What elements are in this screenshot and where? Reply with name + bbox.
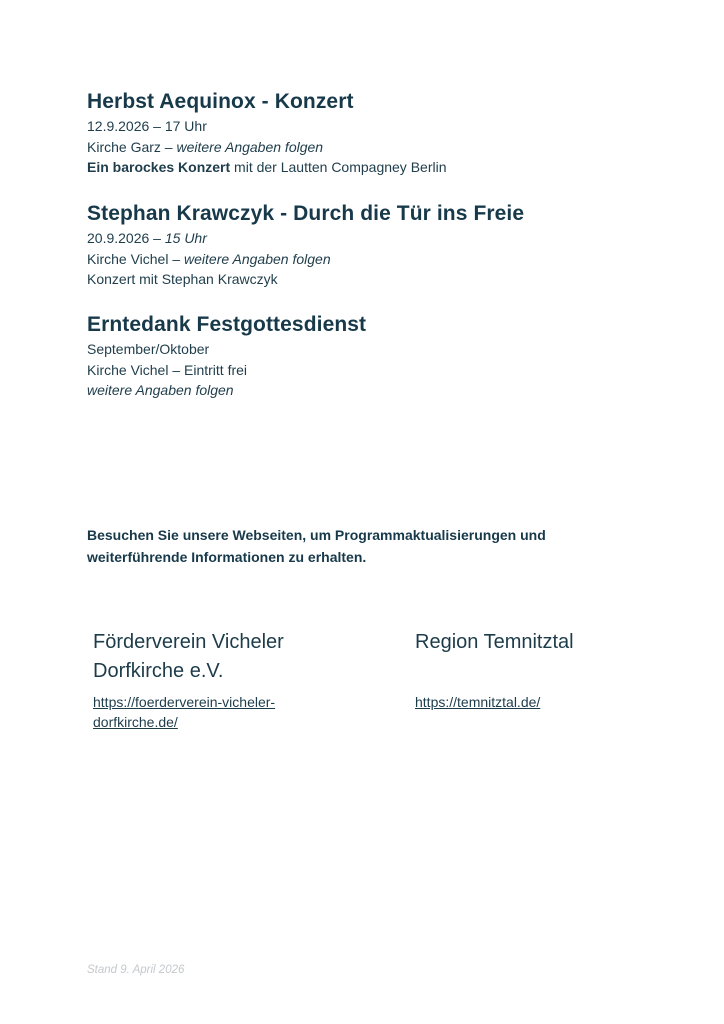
event-date: September/Oktober [87, 341, 210, 357]
org-region-temnitztal [415, 628, 665, 712]
event-herbst-aequinox [87, 88, 687, 178]
event-title: Erntedank Festgottesdienst [87, 313, 367, 336]
event-stephan-krawczyk [87, 200, 687, 290]
event-description: Konzert mit Stephan Krawczyk [87, 271, 278, 287]
event-description-bold: Ein barockes Konzert [87, 159, 231, 175]
website-notice: Besuchen Sie unsere Webseiten, um Programmaktualisierungen und weiterführende Informationen zu erhalten. [87, 527, 546, 565]
event-title: Stephan Krawczyk - Durch die Tür ins Freie [87, 202, 525, 225]
event-date-text: 20.9.2026 – [87, 230, 165, 246]
event-location [87, 137, 687, 158]
event-location [87, 249, 687, 270]
event-date: 12.9.2026 – 17 Uhr [87, 118, 207, 134]
org-link[interactable]: https://temnitztal.de/ [415, 694, 541, 710]
event-date [87, 228, 687, 249]
org-foerderverein [93, 628, 363, 732]
footer-date: Stand 9. April 2026 [87, 964, 185, 976]
event-note [87, 380, 687, 401]
org-name: Region Temnitztal [415, 631, 574, 653]
event-description [87, 157, 687, 178]
event-location: Kirche Vichel – Eintritt frei [87, 361, 248, 378]
event-note-text: weitere Angaben folgen [87, 382, 234, 398]
event-location-text: Kirche Garz – [87, 138, 177, 155]
event-location-note: weitere Angaben folgen [184, 250, 331, 267]
event-location-text: Kirche Vichel – [87, 250, 185, 267]
event-erntedank [87, 311, 687, 401]
event-title: Herbst Aequinox - Konzert [87, 90, 354, 113]
org-link[interactable]: https://foerderverein-vicheler-dorfkirche.de/ [93, 694, 276, 730]
org-name: Förderverein Vicheler Dorfkirche e.V. [93, 631, 284, 682]
event-time: 15 Uhr [164, 230, 207, 246]
event-description-rest: mit der Lautten Compagney Berlin [230, 159, 447, 175]
event-location-note: weitere Angaben folgen [176, 138, 324, 155]
